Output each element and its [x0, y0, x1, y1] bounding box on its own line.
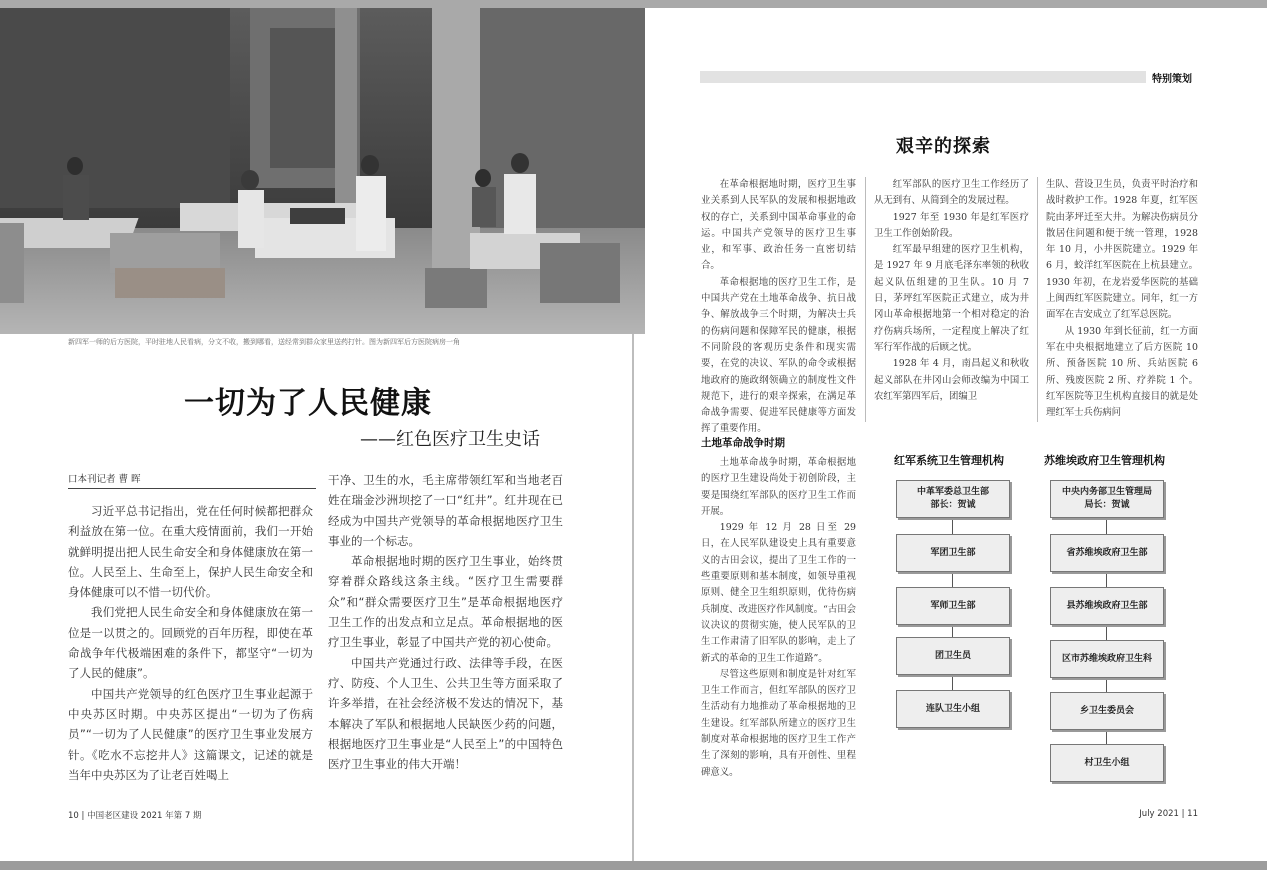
org-box-label: 省苏维埃政府卫生部 — [1066, 547, 1148, 558]
org-box — [896, 534, 1010, 572]
org-box-sublabel: 部长：贺诚 — [930, 500, 976, 510]
org-box-label: 军团卫生部 — [930, 547, 976, 558]
paragraph: 革命根据地时期的医疗卫生事业，始终贯穿着群众路线这条主线。“医疗卫生需要群众”和“群众需要医疗卫生”是革命根据地医疗卫生工作的出发点和立足点。革命根据地的医疗卫生事业，彰显了中国共产党的初心使命。 — [328, 554, 563, 650]
paragraph: 从 1930 年到长征前，红一方面军在中央根据地建立了后方医院 10 所、预备医院 10 所、兵站医院 6 所、残废医院 2 所、疗养院 1 个。红军医院等卫生机构直接目的就是处理红军士兵伤病问 — [1046, 325, 1198, 419]
org-chart-title-soviet: 苏维埃政府卫生管理机构 — [1044, 454, 1165, 467]
org-box — [1050, 692, 1164, 730]
org-box-label: 军师卫生部 — [930, 600, 976, 611]
org-box-label: 连队卫生小组 — [925, 703, 980, 714]
right-column-4 — [701, 455, 856, 781]
org-box-label: 区市苏维埃政府卫生科 — [1061, 653, 1152, 664]
paragraph: 干净、卫生的水，毛主席带领红军和当地老百姓在瑞金沙洲坝挖了一口“红井”。红井现在已经成为中国共产党领导的革命根据地医疗卫生事业的一个标志。 — [328, 473, 563, 548]
paragraph: 尽管这些原则和制度是针对红军卫生工作而言，但红军部队的医疗卫生活动有力地推动了革命根据地的卫生建设。红军部队所建立的医疗卫生制度对革命根据地的医疗卫生工作产生了深刻的影响，具有开创性、里程碑意义。 — [701, 668, 856, 778]
paragraph: 生队、营设卫生员，负责平时治疗和战时救护工作。1928 年夏，红军医院由茅坪迁至大井。为解决伤病员分散居住问题和便于统一管理，1928 年 10 月，小井医院建立。1929 年 6 月，蛟洋红军医院在上杭县建立。1930 年初，在龙岩爱华医院的基础上闽西红军医院建立。同年，红一方面军在吉安成立了红军总医院。 — [1046, 179, 1198, 321]
left-folio: 10 | 中国老区建设 2021 年第 7 期 — [68, 811, 202, 821]
org-box-sublabel: 局长：贺诚 — [1084, 500, 1130, 510]
paragraph: 革命根据地的医疗卫生工作，是中国共产党在土地革命战争、抗日战争、解放战争三个时期，为解决士兵的伤病问题和保障军民的健康，根据不同阶段的客观历史条件和现实需要，在党的决议、军队的命令或根据地政府的施政纲领确立的制度性文件规范下，进行的艰辛探索，在满足革命战争需要、促进军民健康等方面发挥了重要作用。 — [701, 276, 856, 435]
article-subtitle: ——红色医疗卫生史话 — [360, 429, 540, 450]
org-box-label: 团卫生员 — [934, 650, 971, 661]
right-column-2 — [874, 177, 1029, 405]
org-box-label: 县苏维埃政府卫生部 — [1066, 600, 1148, 611]
section-tag: 特别策划 — [1146, 70, 1198, 85]
hospital-ward-photo — [0, 8, 645, 334]
paragraph: 中国共产党通过行政、法律等手段，在医疗、防疫、个人卫生、公共卫生等方面采取了许多举措，在社会经济极不发达的情况下，基本解决了军队和根据地人民缺医少药的问题，根据地医疗卫生事业是“人民至上”的中国特色医疗卫生事业的伟大开端！ — [328, 655, 563, 772]
section-bar — [700, 71, 1198, 83]
right-folio: July 2021 | 11 — [1139, 809, 1198, 819]
paragraph: 1928 年 4 月，南昌起义和秋收起义部队在井冈山会师改编为中国工农红军第四军后，团编卫 — [874, 358, 1029, 402]
org-box — [896, 480, 1010, 518]
org-box-label: 乡卫生委员会 — [1079, 705, 1134, 716]
column-rule — [1037, 177, 1038, 422]
org-box — [1050, 587, 1164, 625]
org-box-label: 中革军委总卫生部 — [916, 487, 989, 497]
left-column-2 — [328, 470, 563, 774]
bottom-band — [0, 861, 1267, 870]
org-box-label: 村卫生小组 — [1084, 757, 1130, 768]
paragraph: 1929 年 12 月 28 日至 29 日，在人民军队建设史上具有重要意义的古田会议，提出了卫生工作的一些重要原则和基本制度，如领导重视原则、健全卫生组织原则，优待伤病兵制度、改进医疗作风制度。“古田会议决议的贯彻实施，使人民军队的卫生工作肃清了旧军队的影响，走上了新式的革命的卫生工作道路”。 — [701, 522, 856, 664]
right-column-3 — [1046, 177, 1198, 421]
org-box — [896, 587, 1010, 625]
org-box — [896, 637, 1010, 675]
paragraph: 红军最早组建的医疗卫生机构，是 1927 年 9 月底毛泽东率领的秋收起义队伍组建的卫生队。10 月 7 日，茅坪红军医院正式建立，成为井冈山革命根据地第一个相对稳定的治疗伤病兵场所，一定程度上解决了红军行军作战的后顾之忧。 — [874, 244, 1029, 353]
article-title: 一切为了人民健康 — [184, 386, 432, 421]
paragraph: 土地革命战争时期，革命根据地的医疗卫生建设尚处于初创阶段，主要是围绕红军部队的医疗卫生工作而开展。 — [701, 457, 856, 517]
paragraph: 中国共产党领导的红色医疗卫生事业起源于中央苏区时期。中央苏区提出“一切为了伤病员”“一切为了人民健康”的医疗卫生事业发展方针。《吃水不忘挖井人》这篇课文，记述的就是当年中央苏区为了让老百姓喝上 — [68, 686, 313, 782]
paragraph: 1927 年至 1930 年是红军医疗卫生工作创始阶段。 — [874, 211, 1029, 239]
paragraph: 在革命根据地时期，医疗卫生事业关系到人民军队的发展和根据地政权的存亡，关系到中国革命事业的命运。中国共产党领导的医疗卫生事业，和军事、政治任务一直密切结合。 — [701, 179, 856, 272]
org-chart-title-army: 红军系统卫生管理机构 — [894, 454, 1004, 467]
byline: 口本刊记者 曹 晖 — [68, 471, 316, 489]
paragraph: 红军部队的医疗卫生工作经历了从无到有、从简到全的发展过程。 — [874, 179, 1029, 207]
section-heading: 艰辛的探索 — [896, 136, 991, 157]
paragraph: 我们党把人民生命安全和身体健康放在第一位是一以贯之的。回顾党的百年历程，即使在革命战争年代极端困难的条件下，都坚守“一切为了人民的健康”。 — [68, 605, 313, 681]
column-rule — [865, 177, 866, 422]
sub-heading: 土地革命战争时期 — [701, 437, 785, 449]
paragraph: 习近平总书记指出，党在任何时候都把群众利益放在第一位。在重大疫情面前，我们一开始就鲜明提出把人民生命安全和身体健康放在第一位。人民至上、生命至上，保护人民生命安全和身体健康可以不惜一切代价。 — [68, 504, 313, 600]
org-box — [1050, 744, 1164, 782]
right-column-1 — [701, 177, 856, 438]
org-box — [1050, 534, 1164, 572]
left-column-1 — [68, 501, 313, 785]
photo-caption: 新四军一师的后方医院，平时驻地人民看病，分文不收，搬到哪看，送经常到群众家里送药打针。图为新四军后方医院病房一角 — [68, 338, 460, 346]
org-box — [1050, 640, 1164, 678]
org-box — [896, 690, 1010, 728]
org-box — [1050, 480, 1164, 518]
org-box-label: 中央内务部卫生管理局 — [1061, 487, 1152, 497]
